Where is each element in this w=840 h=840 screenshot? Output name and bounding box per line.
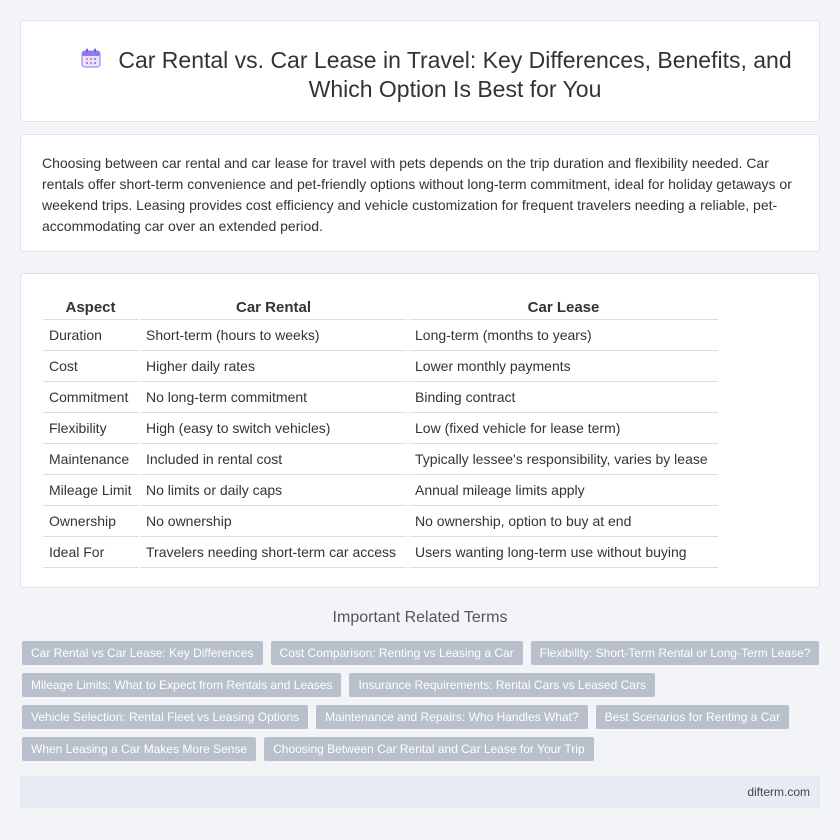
rental-cell: Higher daily rates	[140, 351, 407, 382]
aspect-cell: Duration	[43, 320, 138, 351]
table-row	[43, 382, 718, 413]
page-title: Car Rental vs. Car Lease in Travel: Key Differences, Benefits, and Which Option Is Best for You	[118, 47, 792, 102]
related-term-link[interactable]: Flexibility: Short-Term Rental or Long-Term Lease?	[531, 641, 820, 665]
related-term-link[interactable]: When Leasing a Car Makes More Sense	[22, 737, 256, 761]
table-row	[43, 351, 718, 382]
lease-cell: Lower monthly payments	[409, 351, 718, 382]
lease-cell: Annual mileage limits apply	[409, 475, 718, 506]
aspect-cell: Ideal For	[43, 537, 138, 568]
table-header-row	[43, 295, 718, 320]
related-term-link[interactable]: Cost Comparison: Renting vs Leasing a Car	[271, 641, 523, 665]
aspect-cell: Mileage Limit	[43, 475, 138, 506]
lease-cell: Users wanting long-term use without buying	[409, 537, 718, 568]
intro-card	[20, 134, 820, 252]
related-term-link[interactable]: Maintenance and Repairs: Who Handles What?	[316, 705, 587, 729]
table-row	[43, 320, 718, 351]
related-term-link[interactable]: Best Scenarios for Renting a Car	[596, 705, 789, 729]
lease-cell: Low (fixed vehicle for lease term)	[409, 413, 718, 444]
rental-cell: Travelers needing short-term car access	[140, 537, 407, 568]
rental-cell: No ownership	[140, 506, 407, 537]
title-card	[20, 20, 820, 122]
aspect-cell: Commitment	[43, 382, 138, 413]
header-car-lease: Car Lease	[409, 295, 718, 320]
table-row	[43, 475, 718, 506]
related-term-link[interactable]: Mileage Limits: What to Expect from Rentals and Leases	[22, 673, 341, 697]
header-aspect: Aspect	[43, 295, 138, 320]
table-row	[43, 444, 718, 475]
rental-cell: No long-term commitment	[140, 382, 407, 413]
lease-cell: Typically lessee's responsibility, varies by lease	[409, 444, 718, 475]
aspect-cell: Maintenance	[43, 444, 138, 475]
related-term-link[interactable]: Insurance Requirements: Rental Cars vs Leased Cars	[349, 673, 654, 697]
rental-cell: Included in rental cost	[140, 444, 407, 475]
lease-cell: No ownership, option to buy at end	[409, 506, 718, 537]
aspect-cell: Cost	[43, 351, 138, 382]
lease-cell: Binding contract	[409, 382, 718, 413]
intro-paragraph: Choosing between car rental and car lease for travel with pets depends on the trip duration and flexibility needed. Car rentals offer short-term convenience and pet-friendly options without long-term commitment, ideal for holiday getaways or weekend trips. Leasing provides cost efficiency and vehicle customization for frequent travelers needing a reliable, pet-accommodating car over an extended period.	[42, 155, 792, 234]
aspect-cell: Flexibility	[43, 413, 138, 444]
rental-cell: Short-term (hours to weeks)	[140, 320, 407, 351]
header-car-rental: Car Rental	[140, 295, 407, 320]
aspect-cell: Ownership	[43, 506, 138, 537]
related-terms-heading: Important Related Terms	[332, 609, 508, 626]
table-row	[43, 537, 718, 568]
rental-cell: No limits or daily caps	[140, 475, 407, 506]
comparison-card	[20, 273, 820, 588]
site-link[interactable]: difterm.com	[747, 785, 810, 799]
related-terms-list	[22, 641, 822, 761]
rental-cell: High (easy to switch vehicles)	[140, 413, 407, 444]
footer	[20, 776, 820, 808]
related-term-link[interactable]: Car Rental vs Car Lease: Key Differences	[22, 641, 263, 665]
table-row	[43, 506, 718, 537]
related-term-link[interactable]: Vehicle Selection: Rental Fleet vs Leasing Options	[22, 705, 308, 729]
related-term-link[interactable]: Choosing Between Car Rental and Car Lease for Your Trip	[264, 737, 594, 761]
lease-cell: Long-term (months to years)	[409, 320, 718, 351]
comparison-table	[41, 295, 720, 568]
table-row	[43, 413, 718, 444]
